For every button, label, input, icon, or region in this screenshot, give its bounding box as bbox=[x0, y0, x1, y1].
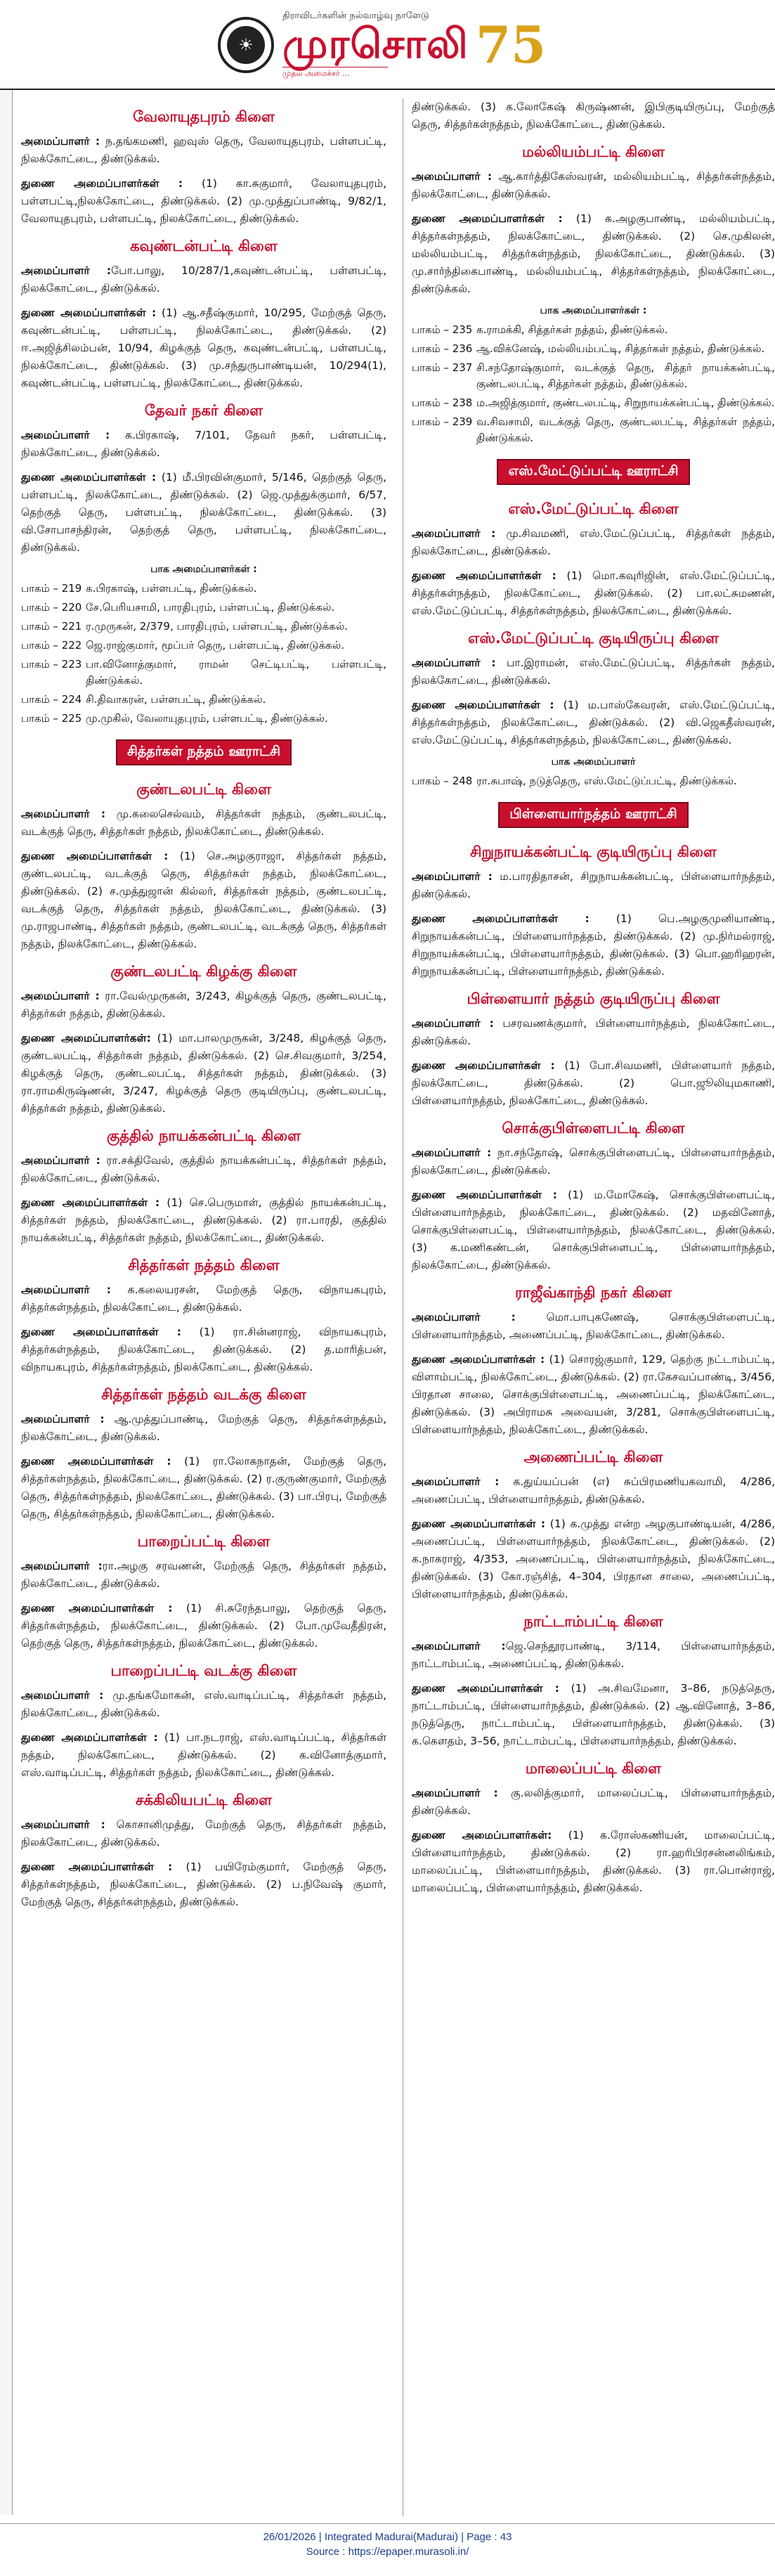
footer-edition-info: 26/01/2026 | Integrated Madurai(Madurai) | Page : 43 bbox=[263, 2531, 512, 2543]
role-label: அமைப்பாளர் : bbox=[21, 1560, 103, 1572]
branch-heading: வேலாயுதபுரம் கிளை bbox=[133, 108, 275, 125]
part-organizer-row bbox=[412, 341, 775, 357]
panchayat-heading-wrap bbox=[412, 449, 775, 491]
role-label: துணை அமைப்பாளர்கள் : bbox=[21, 1196, 160, 1209]
part-number: பாகம் – 238 bbox=[412, 396, 473, 409]
branch-heading: சிறுநாயக்கன்பட்டி குடியிருப்பு கிளை bbox=[470, 843, 717, 860]
section-sublabel: பாக அமைப்பாளர்கள் : bbox=[150, 564, 257, 575]
organizer-details: ந.தங்கமணி, ஹவுஸ் தெரு, வேலாயுதபுரம், பள்ளபட்டி, நிலக்கோட்டை, திண்டுக்கல். bbox=[21, 135, 386, 165]
role-label: அமைப்பாளர் : bbox=[21, 1689, 104, 1702]
right-column bbox=[412, 98, 775, 1904]
part-organizer-name: ரா.சுபாஷ், நடுத்தெரு, எஸ்.மேட்டுப்பட்டி, திண்டுக்கல். bbox=[476, 775, 737, 787]
role-label: துணை அமைப்பாளர்கள் : bbox=[21, 1326, 181, 1338]
organizer-details: ரா.வேல்முருகன், 3/243, கிழக்குத் தெரு, குண்டலபட்டி, சித்தர்கள் நத்தம், திண்டுக்கல். bbox=[21, 990, 386, 1020]
organizer-paragraph bbox=[21, 1323, 386, 1376]
organizer-paragraph bbox=[412, 1638, 775, 1673]
role-label: அமைப்பாளர் : bbox=[412, 1017, 494, 1030]
role-label: துணை அமைப்பாளர்கள் : bbox=[412, 1059, 555, 1072]
masthead-subtitle: முதல் அமைச்சர் ... bbox=[282, 67, 388, 79]
organizer-paragraph bbox=[21, 1194, 386, 1247]
role-label: அமைப்பாளர் : bbox=[412, 170, 493, 183]
branch-heading: நாட்டாம்பட்டி கிளை bbox=[523, 1613, 663, 1630]
part-organizer-row bbox=[21, 711, 386, 727]
organizer-paragraph bbox=[412, 168, 775, 203]
organizer-paragraph bbox=[21, 848, 386, 953]
organizer-paragraph bbox=[21, 1030, 386, 1118]
role-label: துணை அமைப்பாளர்கள் : bbox=[21, 1602, 173, 1614]
branch-heading: எஸ்.மேட்டுப்பட்டி குடியிருப்பு கிளை bbox=[467, 630, 719, 647]
role-label: அமைப்பாளர் : bbox=[21, 1818, 105, 1831]
masthead-rule bbox=[0, 89, 775, 90]
masthead bbox=[0, 0, 775, 90]
part-organizer-row bbox=[412, 395, 775, 411]
organizer-details: (1) பெ.அழகுமுனியாண்டி, சிறுநாயக்கன்பட்டி, பிள்ளையார்நத்தம், திண்டுக்கல். (2) மு.நிர்மல்ராஜ், சிறுநாயக்கன்பட்டி, பிள்ளையார்நத்தம், திண்டுக்கல். (3) பொ.ஹரிஹரன், சிறுநாயக்கன்பட்டி, பிள்ளையார்நத்தம், திண்டுக்கல். bbox=[412, 912, 775, 978]
role-label: துணை அமைப்பாளர்கள் : bbox=[21, 1860, 173, 1873]
part-number: பாகம் – 221 bbox=[21, 620, 82, 633]
organizer-details: ஜெ.செந்தூரபாண்டி, 3/114, பிள்ளையார்நத்தம், நாட்டாம்பட்டி, அணைப்பட்டி, திண்டுக்கல். bbox=[412, 1640, 775, 1670]
footer-source-link[interactable]: Source : https://epaper.murasoli.in/ bbox=[306, 2546, 469, 2558]
part-number: பாகம் – 222 bbox=[21, 639, 82, 652]
part-organizer-row bbox=[412, 360, 775, 392]
role-label: அமைப்பாளர் : bbox=[21, 990, 100, 1002]
branch-heading: மாலைப்பட்டி கிளை bbox=[525, 1760, 662, 1777]
organizer-paragraph bbox=[21, 304, 386, 392]
part-number: பாகம் – 236 bbox=[412, 342, 473, 355]
organizer-paragraph bbox=[412, 1680, 775, 1750]
role-label: அமைப்பாளர் : bbox=[21, 135, 100, 148]
organizer-paragraph bbox=[21, 1152, 386, 1187]
role-label: துணை அமைப்பாளர்கள்: bbox=[21, 1032, 151, 1044]
role-label: துணை அமைப்பாளர்கள் : bbox=[21, 306, 157, 319]
role-label: துணை அமைப்பாளர்கள் : bbox=[412, 1189, 557, 1201]
part-organizer-name: பா.வினோத்குமார், ராமன் செட்டிபட்டி, பள்ளபட்டி, திண்டுக்கல். bbox=[86, 658, 386, 687]
branch-heading: சித்தர்கள் நத்தம் கிளை bbox=[128, 1257, 280, 1274]
organizer-details: ரா.அழகு சரவணன், மேற்குத் தெரு, சித்தர்கள் நத்தம், நிலக்கோட்டை, திண்டுக்கல். bbox=[21, 1560, 386, 1590]
part-organizer-name: ஆ.விக்னேஷ், மல்லியம்பட்டி, சித்தர்கள் நத்தம், திண்டுக்கல். bbox=[476, 342, 765, 355]
panchayat-heading: எஸ்.மேட்டுப்பட்டி ஊராட்சி bbox=[497, 459, 689, 485]
masthead-tagline: திராவிடர்களின் நல்வாழ்வு நாளேடு bbox=[282, 11, 429, 21]
part-number: பாகம் – 248 bbox=[412, 775, 473, 787]
part-organizer-row bbox=[21, 637, 386, 654]
part-number: பாகம் – 219 bbox=[21, 582, 82, 595]
organizer-details: ஆ.கார்த்திகேஸ்வரன், மல்லியம்பட்டி, சித்தர்கள்நத்தம், நிலக்கோட்டை, திண்டுக்கல். bbox=[412, 170, 775, 200]
organizer-paragraph bbox=[412, 525, 775, 560]
part-organizer-name: ர.முருகன், 2/379, பாரதிபுரம், பள்ளபட்டி, திண்டுக்கல். bbox=[86, 620, 349, 633]
organizer-details: ம.பாரதிதாசன், சிறுநாயக்கன்பட்டி, பிள்ளையார்நத்தம், திண்டுக்கல். bbox=[412, 870, 775, 900]
organizer-details: பசரவணக்குமார், பிள்ளையார்நத்தம், நிலக்கோட்டை, திண்டுக்கல். bbox=[412, 1017, 775, 1047]
role-label: அமைப்பாளர் : bbox=[21, 1283, 111, 1296]
role-label: அமைப்பாளர் : bbox=[21, 1154, 100, 1167]
organizer-paragraph bbox=[21, 1687, 386, 1722]
masthead-logo-group bbox=[218, 6, 569, 84]
organizer-details: (1) மொ.கவுரிஜின், எஸ்.மேட்டுப்பட்டி, சித்தர்கள்நத்தம், நிலக்கோட்டை, திண்டுக்கல். (2) பா.லட்சுமணன், எஸ்.மேட்டுப்பட்டி, சித்தர்கள்நத்தம், நிலக்கோட்டை, திண்டுக்கல். bbox=[412, 569, 775, 617]
role-label: துணை அமைப்பாளர்கள்: bbox=[412, 1829, 552, 1842]
organizer-paragraph bbox=[412, 868, 775, 903]
organizer-paragraph bbox=[412, 1186, 775, 1274]
page-gutter bbox=[0, 90, 13, 2515]
branch-heading: மல்லியம்பட்டி கிளை bbox=[521, 143, 665, 160]
organizer-details: (1) சொரஜ்குமார், 129, தெற்கு நட்டாம்பட்டி, விளாம்பட்டி, நிலக்கோட்டை, திண்டுக்கல். (2) ரா.கேசவப்பாண்டி, 3/456, பிரதான சாலை, சொக்குபிள்ளைபட்டி, அணைப்பட்டி, நிலக்கோட்டை, திண்டுக்கல். (3) அபிராமசு அவையன், 3/281, சொக்குபிள்ளைபட்டி, பிள்ளையார்நத்தம், நிலக்கோட்டை, திண்டுக்கல். bbox=[412, 1353, 775, 1436]
organizer-paragraph bbox=[21, 469, 386, 557]
part-organizer-name: ம.அஜித்குமார், குண்டலபட்டி, சிறுநாயக்கன்பட்டி, திண்டுக்கல். bbox=[476, 396, 775, 409]
organizer-details: மொ.பாபுகணேஷ், சொக்குபிள்ளைபட்டி, பிள்ளையார்நத்தம், அணைப்பட்டி, நிலக்கோட்டை, திண்டுக்கல். bbox=[412, 1311, 775, 1341]
organizer-details: (1) ஆ.சதீஷ்குமார், 10/295, மேற்குத் தெரு, கவுண்டன்பட்டி, பள்ளபட்டி, நிலக்கோட்டை, திண்டுக்கல். (2) ஈ.அஜித்சிலம்பன், 10/94, கிழக்குத் தெரு, கவுண்டன்பட்டி, பள்ளபட்டி, நிலக்கோட்டை, திண்டுக்கல். (3) மு.சந்துருபாண்டியன், 10/294(1), கவுண்டன்பட்டி, பள்ளபட்டி, நிலக்கோட்டை, திண்டுக்கல். bbox=[21, 306, 386, 389]
role-label: துணை அமைப்பாளர்கள் : bbox=[412, 1517, 546, 1530]
branch-heading: பிள்ளையார் நத்தம் குடியிருப்பு கிளை bbox=[467, 990, 720, 1007]
organizer-details: (1) செ.அழகுராஜா, சித்தர்கள் நத்தம், குண்டலபட்டி, வடக்குத் தெரு, சித்தர்கள் நத்தம், நிலக்கோட்டை, திண்டுக்கல். (2) ச.முத்துஜான் கில்லர், சித்தர்கள் நத்தம், குண்டலபட்டி, வடக்குத் தெரு, சித்தர்கள் நத்தம், நிலக்கோட்டை, திண்டுக்கல். (3) மு.ராஜபாண்டி, சித்தர்கள் நத்தம், குண்டலபட்டி, வடக்குத் தெரு, சித்தர்கள் நத்தம், நிலக்கோட்டை, திண்டுக்கல். bbox=[21, 850, 387, 950]
role-label: துணை அமைப்பாளர்கள் : bbox=[412, 912, 590, 925]
role-label: துணை அமைப்பாளர்கள் : bbox=[21, 471, 157, 484]
part-number: பாகம் – 235 bbox=[412, 323, 473, 336]
part-organizer-row bbox=[21, 656, 386, 689]
branch-heading: ராஜீவ்காந்தி நகர் கிளை bbox=[514, 1284, 672, 1301]
organizer-details: மு.தங்கமோகன், எஸ்.வாடிப்பட்டி, சித்தர்கள் நத்தம், நிலக்கோட்டை, திண்டுக்கல். bbox=[21, 1689, 386, 1719]
organizer-paragraph bbox=[412, 1785, 775, 1820]
part-organizer-name: மு.முகில், வேலாயுதபுரம், பள்ளபட்டி, திண்டுக்கல். bbox=[86, 712, 328, 725]
organizer-details: க.கலையரசன், மேற்குத் தெரு, விநாயகபுரம், சித்தர்கள்நத்தம், நிலக்கோட்டை, திண்டுக்கல். bbox=[21, 1283, 386, 1314]
party-emblem-icon: ☀ bbox=[218, 17, 274, 73]
part-organizer-row bbox=[412, 773, 775, 789]
role-label: அமைப்பாளர் : bbox=[412, 1787, 498, 1799]
role-label: அமைப்பாளர் : bbox=[412, 1311, 516, 1323]
anniversary-badge: 75 bbox=[476, 15, 547, 75]
role-label: துணை அமைப்பாளர்கள் : bbox=[412, 212, 563, 225]
organizer-details: க.துய்யப்பன் (எ) சுப்பிரமணியகவாமி, 4/286, அணைப்பட்டி, பிள்ளையார்நத்தம், திண்டுக்கல். bbox=[412, 1475, 775, 1506]
organizer-paragraph bbox=[21, 1281, 386, 1316]
part-organizer-row bbox=[21, 581, 386, 597]
panchayat-heading-wrap bbox=[21, 730, 386, 771]
role-label: துணை அமைப்பாளர்கள் : bbox=[412, 1353, 545, 1366]
part-organizer-row bbox=[412, 322, 775, 338]
part-organizer-name: சே.பெரியசாமி, பாரதிபுரம், பள்ளபட்டி, திண்டுக்கல். bbox=[86, 601, 335, 614]
organizer-paragraph bbox=[412, 1473, 775, 1508]
organizer-details: (1) சி.சுரேந்தபாலு, தெற்குத் தெரு, சித்தர்கள்நத்தம், நிலக்கோட்டை, திண்டுக்கல். (2) போ.முவேதீதிரன், தெற்குத் தெரு, சித்தர்கள்நத்தம், நிலக்கோட்டை, திண்டுக்கல். bbox=[21, 1602, 386, 1650]
organizer-paragraph bbox=[412, 98, 775, 134]
organizer-details: (1) போ.சிவமணி, பிள்ளையார் நத்தம், நிலக்கோட்டை, திண்டுக்கல். (2) பொ.ஜூலியுமகாணி, பிள்ளையார்நத்தம், நிலக்கோட்டை, திண்டுக்கல். bbox=[412, 1059, 775, 1107]
section-sublabel: பாக அமைப்பாளர்கள் : bbox=[540, 305, 647, 316]
branch-heading: குண்டலபட்டி கிளை bbox=[136, 781, 271, 798]
part-number: பாகம் – 237 bbox=[412, 361, 473, 374]
branch-heading: பாறைப்பட்டி வடக்கு கிளை bbox=[110, 1662, 297, 1679]
organizer-paragraph bbox=[21, 262, 386, 297]
role-label: அமைப்பாளர் : bbox=[412, 656, 496, 669]
part-number: பாகம் – 239 bbox=[412, 415, 473, 428]
role-label: அமைப்பாளர் : bbox=[412, 1146, 492, 1159]
organizer-paragraph bbox=[412, 654, 775, 690]
organizer-details: (1) மீ.பிரவின்குமார், 5/146, தெற்குத் தெரு, பள்ளபட்டி, நிலக்கோட்டை, திண்டுக்கல். (2) ஜெ.முத்துக்குமார், 6/57, தெற்குத் தெரு, பள்ளபட்டி, நிலக்கோட்டை, திண்டுக்கல். (3) வி.சோபாசந்திரன், தெற்குத் தெரு, பள்ளபட்டி, நிலக்கோட்டை, திண்டுக்கல். bbox=[21, 471, 387, 554]
organizer-paragraph bbox=[21, 175, 386, 228]
organizer-paragraph bbox=[21, 427, 386, 462]
role-label: அமைப்பாளர் : bbox=[21, 808, 106, 820]
left-column bbox=[21, 98, 386, 1918]
role-label: துணை அமைப்பாளர்கள் : bbox=[21, 1731, 158, 1744]
branch-heading: சொக்குபிள்ளைபட்டி கிளை bbox=[502, 1120, 685, 1137]
organizer-details: (1) க.அழகுபாண்டி, மல்லியம்பட்டி, சித்தர்கள்நத்தம், நிலக்கோட்டை, திண்டுக்கல். (2) செ.முகிலன், மல்லியம்பட்டி, சித்தர்கள்நத்தம், நிலக்கோட்டை, திண்டுக்கல். (3) மு.சார்ந்திகைபாண்டி, மல்லியம்பட்டி, சித்தர்கள்நத்தம், நிலக்கோட்டை, திண்டுக்கல். bbox=[412, 212, 775, 295]
organizer-details: திண்டுக்கல். (3) க.லோகேஷ் கிருஷ்ணன், இபிகுடியிருப்பு, மேற்குத் தெரு, சித்தர்கள்நத்தம், நிலக்கோட்டை, திண்டுக்கல். bbox=[412, 101, 775, 131]
part-organizer-name: க.பிரகாஷ், பள்ளபட்டி, திண்டுக்கல். bbox=[86, 582, 257, 595]
organizer-details: (1) ம.பாஸ்கேவரன், எஸ்.மேட்டுப்பட்டி, சித்தர்கள்நத்தம், நிலக்கோட்டை, திண்டுக்கல். (2) வி.ஜெகதீஸ்வரன், எஸ்.மேட்டுப்பட்டி, சித்தர்கள்நத்தம், நிலக்கோட்டை, திண்டுக்கல். bbox=[412, 699, 775, 746]
organizer-details: பா.இராமன், எஸ்.மேட்டுப்பட்டி, சித்தர்கள் நத்தம், நிலக்கோட்டை, திண்டுக்கல். bbox=[412, 656, 775, 687]
organizer-paragraph bbox=[21, 988, 386, 1023]
role-label: துணை அமைப்பாளர்கள் : bbox=[412, 699, 554, 711]
organizer-paragraph bbox=[21, 1453, 386, 1523]
role-label: அமைப்பாளர் : bbox=[21, 1413, 105, 1425]
role-label: துணை அமைப்பாளர்கள் : bbox=[21, 1455, 171, 1468]
organizer-paragraph bbox=[412, 1351, 775, 1439]
organizer-details: நா.சந்தோஷ், சொக்குபிள்ளைபட்டி, பிள்ளையார்நத்தம், நிலக்கோட்டை, திண்டுக்கல். bbox=[412, 1146, 775, 1177]
panchayat-heading-wrap bbox=[412, 792, 775, 834]
organizer-paragraph bbox=[21, 1729, 386, 1782]
role-label: அமைப்பாளர் : bbox=[412, 527, 496, 540]
role-label: துணை அமைப்பாளர்கள் : bbox=[412, 569, 556, 582]
organizer-paragraph bbox=[412, 1015, 775, 1050]
organizer-paragraph bbox=[21, 1411, 386, 1446]
part-organizer-row bbox=[412, 414, 775, 446]
organizer-paragraph bbox=[21, 1816, 386, 1851]
organizer-details: (1) க.ரோஸ்கணியன், மாலைப்பட்டி, பிள்ளையார்நத்தம், திண்டுக்கல். (2) ரா.ஹரிபிரசன்னலிங்கம், மாலைப்பட்டி, பிள்ளையார்நத்தம், திண்டுக்கல். (3) ரா.பொன்ராஜ், மாலைப்பட்டி, பிள்ளையார்நத்தம், திண்டுக்கல். bbox=[412, 1829, 775, 1894]
section-sublabel: பாக அமைப்பாளர் bbox=[551, 756, 636, 768]
organizer-paragraph bbox=[21, 133, 386, 168]
organizer-details: (1) அ.சிவமேனா, 3–86, நடுத்தெரு, நாட்டாம்பட்டி, பிள்ளையார்நத்தம், திண்டுக்கல். (2) ஆ.வினோத், 3–86, நடுத்தெரு, நாட்டாம்பட்டி, பிள்ளையார்நத்தம், திண்டுக்கல். (3) க.கௌதம், 3–56, நாட்டாம்பட்டி, பிள்ளையார்நத்தம், திண்டுக்கல். bbox=[412, 1682, 775, 1747]
part-organizer-row bbox=[21, 600, 386, 616]
organizer-paragraph bbox=[21, 805, 386, 841]
organizer-details: (1) ரா.சின்னராஜ், விநாயகபுரம், சித்தர்கள்நத்தம், நிலக்கோட்டை, திண்டுக்கல். (2) த.மாரித்பன், விநாயகபுரம், சித்தர்கள்நத்தம், நிலக்கோட்டை, திண்டுக்கல். bbox=[21, 1326, 386, 1373]
organizer-details: (1) பா.நடராஜ், எஸ்.வாடிப்பட்டி, சித்தர்கள் நத்தம், நிலக்கோட்டை, திண்டுக்கல். (2) க.வினோத்குமார், எஸ்.வாடிப்பட்டி, சித்தர்கள் நத்தம், நிலக்கோட்டை, திண்டுக்கல். bbox=[21, 1731, 387, 1779]
organizer-details: க.பிரகாஷ், 7/101, தேவர் நகர், பள்ளபட்டி, நிலக்கோட்டை, திண்டுக்கல். bbox=[21, 429, 386, 459]
role-label: அமைப்பாளர் : bbox=[21, 429, 110, 441]
part-number: பாகம் – 224 bbox=[21, 693, 82, 706]
organizer-paragraph bbox=[21, 1600, 386, 1652]
organizer-details: (1) செ.பெருமாள், குத்தில் நாயக்கன்பட்டி, சித்தர்கள் நத்தம், நிலக்கோட்டை, திண்டுக்கல். (2) ரா.பாரதி, குத்தில் நாயக்கன்பட்டி, சித்தர்கள் நத்தம், நிலக்கோட்டை, திண்டுக்கல். bbox=[21, 1196, 386, 1244]
panchayat-heading: பிள்ளையார்நத்தம் ஊராட்சி bbox=[498, 802, 688, 828]
organizer-paragraph bbox=[21, 1858, 386, 1911]
organizer-paragraph bbox=[412, 210, 775, 298]
organizer-paragraph bbox=[412, 567, 775, 620]
part-number: பாகம் – 225 bbox=[21, 712, 82, 725]
article-columns bbox=[21, 98, 775, 2516]
role-label: அமைப்பாளர் : bbox=[412, 1640, 506, 1652]
branch-heading: பாறைப்பட்டி கிளை bbox=[137, 1533, 271, 1550]
role-label: துணை அமைப்பாளர்கள் : bbox=[21, 850, 169, 862]
branch-heading: எஸ்.மேட்டுப்பட்டி கிளை bbox=[508, 500, 679, 517]
organizer-paragraph bbox=[412, 1827, 775, 1897]
organizer-details: (1) பயிரேம்குமார், மேற்குத் தெரு, சித்தர்கள்நத்தம், நிலக்கோட்டை, திண்டுக்கல். (2) ப.நிவேஷ் குமார், மேற்குத் தெரு, சித்தர்கள்நத்தம், திண்டுக்கல். bbox=[21, 1860, 386, 1908]
organizer-paragraph bbox=[412, 910, 775, 980]
newspaper-title: முரசொலி bbox=[282, 20, 469, 67]
part-organizer-name: வ.சிவசாமி, வடக்குத் தெரு, குண்டலபட்டி, சித்தர்கள் நத்தம், திண்டுக்கல். bbox=[476, 415, 775, 444]
branch-heading: சித்தர்கள் நத்தம் வடக்கு கிளை bbox=[101, 1386, 306, 1403]
panchayat-heading: சித்தர்கள் நத்தம் ஊராட்சி bbox=[116, 739, 292, 765]
organizer-details: (1) க.முத்து என்ற அழகுபாண்டியன், 4/286, அணைப்பட்டி, பிள்ளையார்நத்தம், நிலக்கோட்டை, திண்டுக்கல். (2) க.நாகராஜ், 4/353, அணைப்பட்டி, பிள்ளையார்நத்தம், நிலக்கோட்டை, திண்டுக்கல். (3) கோ.ரஞ்சித், 4–304, பிரதான சாலை, அணைப்பட்டி, பிள்ளையார்நத்தம், திண்டுக்கல். bbox=[412, 1517, 775, 1600]
organizer-paragraph bbox=[412, 1057, 775, 1110]
role-label: துணை அமைப்பாளர்கள் : bbox=[21, 177, 183, 190]
part-organizer-name: சி.சந்தோஷ்குமார், வடக்குத் தெரு, சித்தர் நாயக்கன்பட்டி, குண்டலபட்டி, சித்தர்கள் நத்தம், திண்டுக்கல். bbox=[476, 361, 775, 390]
branch-heading: குண்டலபட்டி கிழக்கு கிளை bbox=[110, 963, 297, 980]
organizer-paragraph bbox=[412, 697, 775, 749]
organizer-details: (1) கா.சுகுமார், வேலாயுதபுரம், பள்ளபட்டி,நிலக்கோட்டை, திண்டுக்கல். (2) மு.முத்துப்பாண்டி, 9/82/1, வேலாயுதபுரம், பள்ளபட்டி, நிலக்கோட்டை, திண்டுக்கல். bbox=[21, 177, 386, 225]
branch-heading: குத்தில் நாயக்கன்பட்டி கிளை bbox=[106, 1127, 301, 1144]
part-organizer-row bbox=[21, 619, 386, 635]
organizer-details: போ.பாலு, 10/287/1,கவுண்டன்பட்டி, பள்ளபட்டி, நிலக்கோட்டை, திண்டுக்கல். bbox=[21, 264, 386, 295]
page-footer bbox=[0, 2523, 775, 2576]
organizer-details: (1) ம.மோகேஷ், சொக்குபிள்ளைபட்டி, பிள்ளையார்நத்தம், நிலக்கோட்டை, திண்டுக்கல். (2) மதவினோத், சொக்குபிள்ளைபட்டி, பிள்ளையார்நத்தம், நிலக்கோட்டை, திண்டுக்கல். (3) க.மணிகண்டன், சொக்குபிள்ளைபட்டி, பிள்ளையார்நத்தம், நிலக்கோட்டை, திண்டுக்கல். bbox=[412, 1189, 775, 1271]
organizer-details: (1) ரா.லோகநாதன், மேற்குத் தெரு, சித்தர்கள்நத்தம், நிலக்கோட்டை, திண்டுக்கல். (2) ர.குருண்குமார், மேற்குத் தெரு, சித்தர்கள்நத்தம், நிலக்கோட்டை, திண்டுக்கல். (3) பா.பிரபு, மேற்குத் தெரு, சித்தர்கள்நத்தம், நிலக்கோட்டை, திண்டுக்கல். bbox=[21, 1455, 387, 1520]
organizer-paragraph bbox=[21, 1558, 386, 1593]
organizer-details: கொசானிமுத்து, மேற்குத் தெரு, சித்தர்கள் நத்தம், நிலக்கோட்டை, திண்டுக்கல். bbox=[21, 1818, 386, 1849]
part-organizer-name: க.ராமக்கி, சித்தர்கள் நத்தம், திண்டுக்கல். bbox=[476, 323, 668, 336]
role-label: அமைப்பாளர் : bbox=[412, 870, 493, 883]
branch-heading: அணைப்பட்டி கிளை bbox=[523, 1449, 663, 1465]
branch-heading: தேவர் நகர் கிளை bbox=[144, 402, 263, 419]
organizer-paragraph bbox=[412, 1309, 775, 1344]
role-label: அமைப்பாளர் : bbox=[412, 1475, 500, 1488]
organizer-paragraph bbox=[412, 1515, 775, 1603]
part-organizer-name: சி.திவாகரன், பள்ளபட்டி, திண்டுக்கல். bbox=[86, 693, 266, 706]
role-label: துணை அமைப்பாளர்கள் : bbox=[412, 1682, 559, 1695]
organizer-details: (1) மா.பாலமுருகன், 3/248, கிழக்குத் தெரு, குண்டலபட்டி, சித்தர்கள் நத்தம், திண்டுக்கல். (2) செ.சிவகுமார், 3/254, கிழக்குத் தெரு, குண்டலபட்டி, சித்தர்கள் நத்தம், திண்டுக்கல். (3) ரா.ராமகிருஷ்ணன், 3/247, கிழக்குத் தெரு குடியிருப்பு, குண்டலபட்டி, சித்தர்கள் நத்தம், திண்டுக்கல். bbox=[21, 1032, 386, 1115]
part-number: பாகம் – 223 bbox=[21, 658, 82, 671]
organizer-details: ஆ.முத்துப்பாண்டி, மேற்குத் தெரு, சித்தர்கள்நத்தம், நிலக்கோட்டை, திண்டுக்கல். bbox=[21, 1413, 386, 1443]
organizer-details: மு.கலைசெல்வம், சித்தர்கள் நத்தம், குண்டலபட்டி, வடக்குத் தெரு, சித்தர்கள் நத்தம், நிலக்கோட்டை, திண்டுக்கல். bbox=[21, 808, 386, 838]
part-number: பாகம் – 220 bbox=[21, 601, 82, 614]
role-label: அமைப்பாளர் : bbox=[21, 264, 112, 277]
part-organizer-name: ஜெ.ராஜ்குமார், மூப்பர் தெரு, பள்ளபட்டி, திண்டுக்கல். bbox=[86, 639, 344, 652]
branch-heading: சக்கிலியபட்டி கிளை bbox=[135, 1792, 273, 1808]
branch-heading: கவுண்டன்பட்டி கிளை bbox=[130, 238, 278, 254]
part-organizer-row bbox=[21, 692, 386, 708]
organizer-details: ரா.சக்திவேல், குத்தில் நாயக்கன்பட்டி, சித்தர்கள் நத்தம், நிலக்கோட்டை, திண்டுக்கல். bbox=[21, 1154, 386, 1184]
organizer-paragraph bbox=[412, 1144, 775, 1179]
organizer-details: கு.லலித்குமார், மாலைப்பட்டி, பிள்ளையார்நத்தம், திண்டுக்கல். bbox=[412, 1787, 775, 1817]
organizer-details: மு.சிவமணி, எஸ்.மேட்டுப்பட்டி, சித்தர்கள் நத்தம், நிலக்கோட்டை, திண்டுக்கல். bbox=[412, 527, 775, 557]
